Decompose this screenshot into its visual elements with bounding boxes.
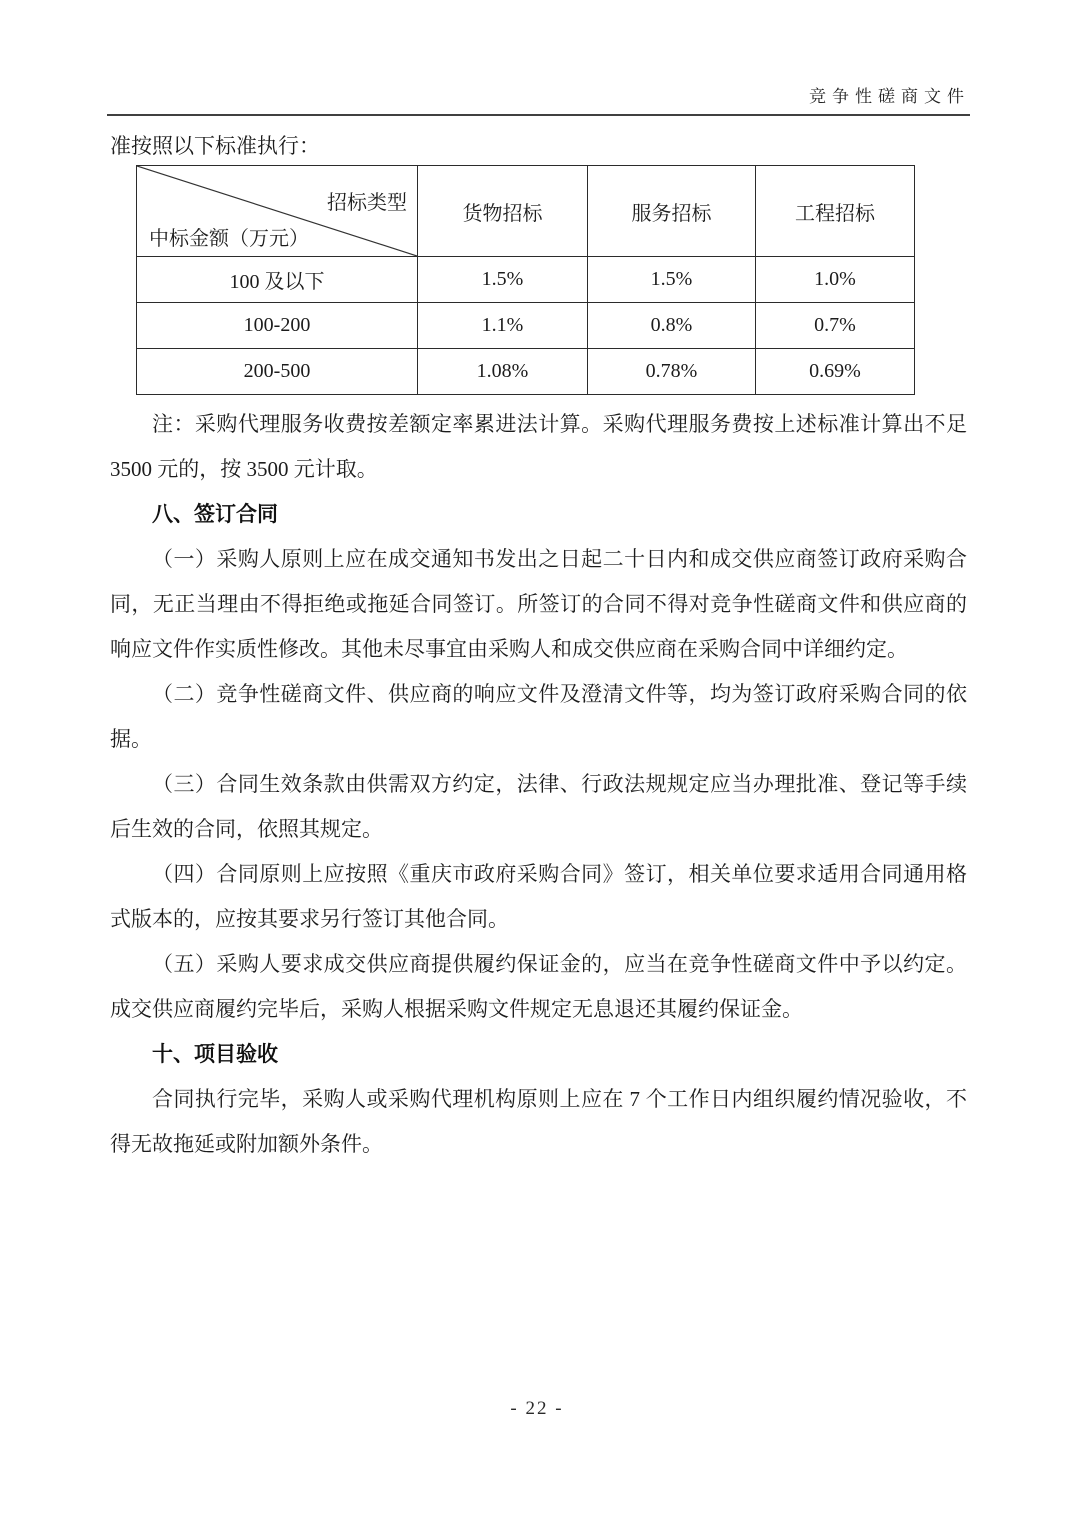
rate-cell: 1.1% [418, 303, 588, 349]
paragraph: （一）采购人原则上应在成交通知书发出之日起二十日内和成交供应商签订政府采购合同，无正当理由不得拒绝或拖延合同签订。所签订的合同不得对竞争性磋商文件和供应商的响应文件作实质性修改。其他未尽事宜由采购人和成交供应商在采购合同中详细约定。 [110, 547, 967, 661]
fee-rate-table [136, 165, 915, 395]
column-header-goods: 货物招标 [418, 166, 588, 257]
paragraph: （四）合同原则上应按照《重庆市政府采购合同》签订，相关单位要求适用合同通用格式版本的，应按其要求另行签订其他合同。 [110, 862, 967, 931]
page-header [107, 0, 970, 110]
table-row [137, 349, 915, 395]
paragraph: （三）合同生效条款由供需双方约定，法律、行政法规规定应当办理批准、登记等手续后生效的合同，依照其规定。 [110, 772, 967, 841]
section-heading-sign-contract: 八、签订合同 [152, 503, 278, 526]
rate-cell: 1.0% [756, 257, 915, 303]
corner-label-award-amount: 中标金额（万元） [149, 228, 309, 250]
table-corner-cell [137, 166, 418, 257]
column-header-services: 服务招标 [588, 166, 756, 257]
intro-line: 准按照以下标准执行： [110, 134, 320, 158]
rate-cell: 0.69% [756, 349, 915, 395]
corner-label-bid-type: 招标类型 [327, 192, 407, 214]
document-body [110, 132, 967, 1167]
row-label: 100 及以下 [137, 257, 418, 303]
rate-cell: 0.8% [588, 303, 756, 349]
rate-cell: 1.08% [418, 349, 588, 395]
table-row [137, 303, 915, 349]
table-row [137, 257, 915, 303]
paragraph: （二）竞争性磋商文件、供应商的响应文件及澄清文件等，均为签订政府采购合同的依据。 [110, 682, 967, 751]
row-label: 200-500 [137, 349, 418, 395]
header-rule [107, 114, 970, 116]
section-heading-project-acceptance: 十、项目验收 [152, 1043, 278, 1066]
rate-cell: 0.7% [756, 303, 915, 349]
rate-cell: 0.78% [588, 349, 756, 395]
table-note: 注：采购代理服务收费按差额定率累进法计算。采购代理服务费按上述标准计算出不足 3500 元的，按 3500 元计取。 [110, 412, 967, 481]
rate-cell: 1.5% [418, 257, 588, 303]
table-header-row [137, 166, 915, 257]
paragraph: 合同执行完毕，采购人或采购代理机构原则上应在 7 个工作日内组织履约情况验收，不得无故拖延或附加额外条件。 [110, 1087, 967, 1156]
header-title: 竞争性磋商文件 [809, 87, 970, 106]
row-label: 100-200 [137, 303, 418, 349]
paragraph: （五）采购人要求成交供应商提供履约保证金的，应当在竞争性磋商文件中予以约定。成交供应商履约完毕后，采购人根据采购文件规定无息退还其履约保证金。 [110, 952, 967, 1021]
column-header-works: 工程招标 [756, 166, 915, 257]
rate-cell: 1.5% [588, 257, 756, 303]
page-number: - 22 - [510, 1398, 564, 1419]
